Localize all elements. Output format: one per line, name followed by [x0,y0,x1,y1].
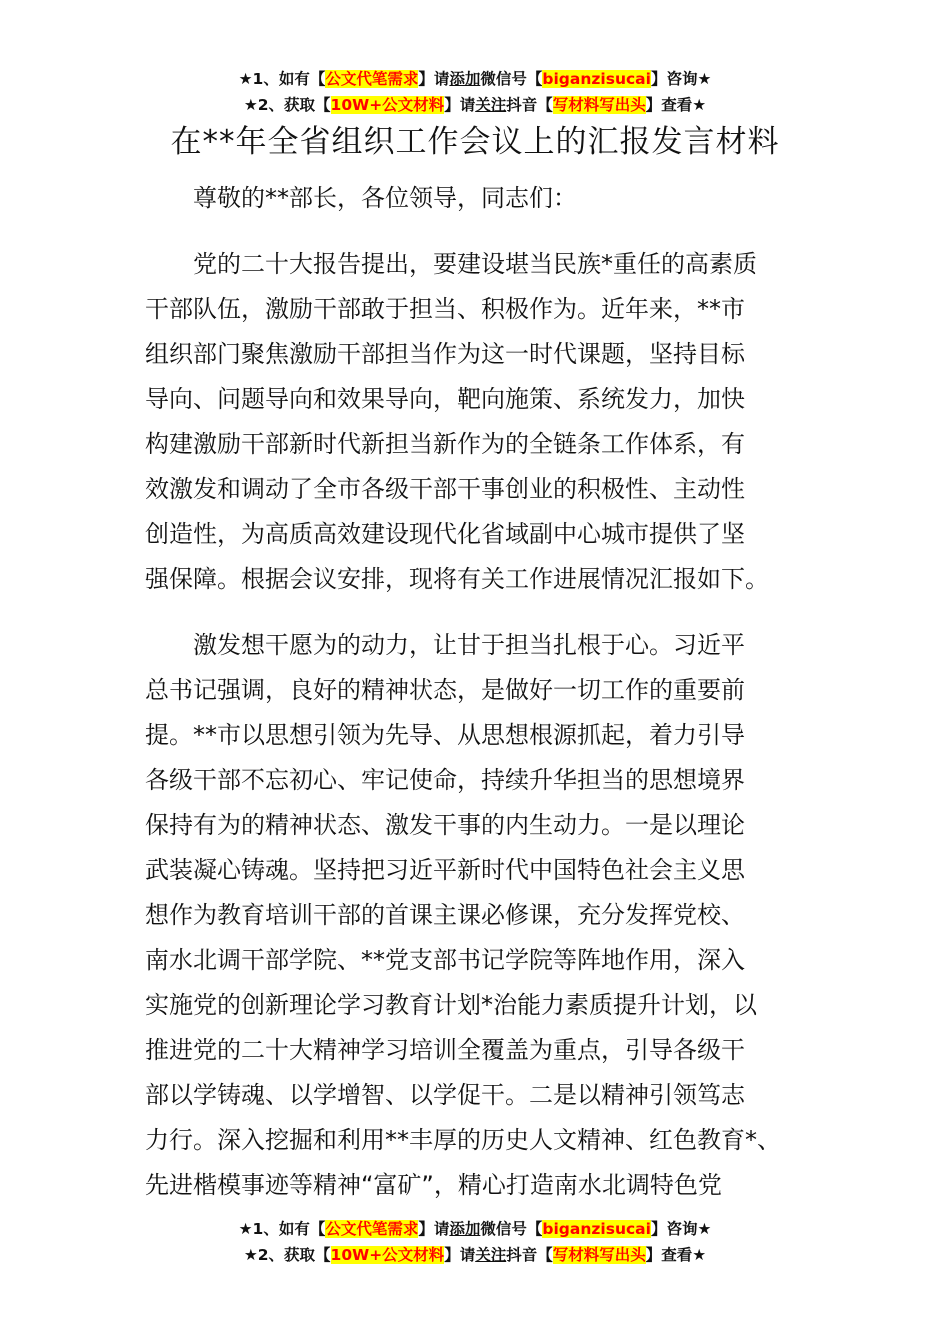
text-line: 组织部门聚焦激励干部担当作为这一时代课题，坚持目标 [145,340,745,368]
ad-line-2: ★2、获取【10W+公文材料】请关注抖音【写材料写出头】查看★ [243,1246,707,1264]
ad-line-1: ★1、如有【公文代笔需求】请添加微信号【biganzisucai】咨询★ [238,1220,712,1238]
text-line: 强保障。根据会议安排，现将有关工作进展情况汇报如下。 [145,565,769,593]
paragraph-2 [145,623,810,1208]
text-line: 提。**市以思想引领为先导、从思想根源抓起，着力引导 [145,721,745,749]
text-line: 想作为教育培训干部的首课主课必修课，充分发挥党校、 [145,901,745,929]
text-line: 激发想干愿为的动力，让甘于担当扎根于心。习近平 [193,631,745,659]
text-line: 效激发和调动了全市各级干部干事创业的积极性、主动性 [145,475,745,503]
paragraph-1 [145,242,810,602]
document-body [145,176,810,1208]
ad-highlight: biganzisucai [542,1220,651,1238]
ad-highlight: 写材料写出头 [552,96,646,114]
text-line: 构建激励干部新时代新担当新作为的全链条工作体系，有 [145,430,745,458]
text-line: 保持有为的精神状态、激发干事的内生动力。一是以理论 [145,811,745,839]
text-line: 干部队伍，激励干部敢于担当、积极作为。近年来，**市 [145,295,745,323]
text-line: 导向、问题导向和效果导向，靶向施策、系统发力，加快 [145,385,745,413]
text-line: 各级干部不忘初心、牢记使命，持续升华担当的思想境界 [145,766,745,794]
text-line: 力行。深入挖掘和利用**丰厚的历史人文精神、红色教育*、 [145,1126,781,1154]
header-ad-banner [0,66,950,118]
ad-highlight: 公文代笔需求 [325,70,419,88]
text-line: 党的二十大报告提出，要建设堪当民族*重任的高素质 [193,250,757,278]
ad-highlight: 写材料写出头 [552,1246,646,1264]
text-line: 创造性，为高质高效建设现代化省域副中心城市提供了坚 [145,520,745,548]
ad-highlight: 10W+公文材料 [330,96,445,114]
text-line: 实施党的创新理论学习教育计划*治能力素质提升计划，以 [145,991,757,1019]
text-line: 推进党的二十大精神学习培训全覆盖为重点，引导各级干 [145,1036,745,1064]
text-line: 总书记强调，良好的精神状态，是做好一切工作的重要前 [145,676,745,704]
ad-line-2: ★2、获取【10W+公文材料】请关注抖音【写材料写出头】查看★ [243,96,707,114]
footer-ad-banner [0,1216,950,1268]
ad-highlight: 10W+公文材料 [330,1246,445,1264]
ad-highlight: 公文代笔需求 [325,1220,419,1238]
ad-highlight: biganzisucai [542,70,651,88]
text-line: 部以学铸魂、以学增智、以学促干。二是以精神引领笃志 [145,1081,745,1109]
text-line: 武装凝心铸魂。坚持把习近平新时代中国特色社会主义思 [145,856,745,884]
text-line: 先进楷模事迹等精神“富矿”，精心打造南水北调特色党 [145,1171,722,1199]
ad-line-1: ★1、如有【公文代笔需求】请添加微信号【biganzisucai】咨询★ [238,70,712,88]
salutation: 尊敬的**部长，各位领导，同志们： [193,184,577,212]
document-title: 在**年全省组织工作会议上的汇报发言材料 [170,124,780,160]
text-line: 南水北调干部学院、**党支部书记学院等阵地作用，深入 [145,946,745,974]
